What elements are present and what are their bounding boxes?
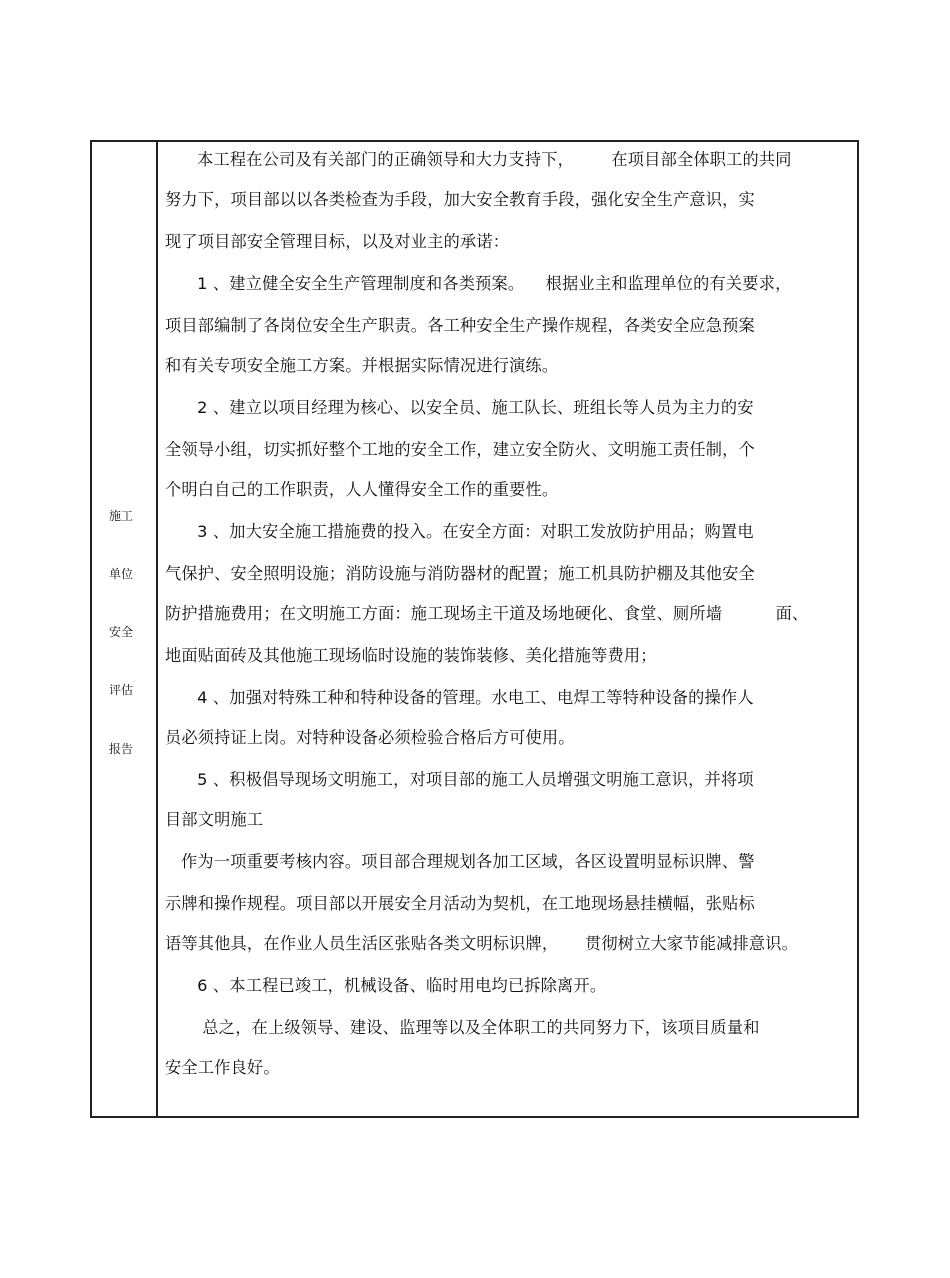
paragraph-line: 员必须持证上岗。对特种设备必须检验合格后方可使用。 bbox=[165, 728, 575, 747]
label-line: 单位 bbox=[108, 567, 133, 581]
paragraph-line: 安全工作良好。 bbox=[165, 1058, 280, 1077]
paragraph-line: 作为一项重要考核内容。项目部合理规划各加工区域，各区设置明显标识牌、警 bbox=[165, 852, 755, 871]
label-line: 安全 bbox=[108, 625, 133, 639]
paragraph-line: 1 、建立健全安全生产管理制度和各类预案。 根据业主和监理单位的有关要求， bbox=[165, 274, 792, 293]
paragraph-line: 3 、加大安全施工措施费的投入。在安全方面：对职工发放防护用品；购置电 bbox=[165, 522, 754, 541]
paragraph-line: 全领导小组，切实抓好整个工地的安全工作，建立安全防火、文明施工责任制，个 bbox=[165, 440, 755, 459]
paragraph-line: 防护措施费用；在文明施工方面：施工现场主干道及场地硬化、食堂、厕所墙 面、 bbox=[165, 604, 809, 623]
paragraph-line: 现了项目部安全管理目标，以及对业主的承诺： bbox=[165, 232, 510, 251]
label-line: 施工 bbox=[108, 509, 133, 523]
paragraph-line: 5 、积极倡导现场文明施工，对项目部的施工人员增强文明施工意识，并将项 bbox=[165, 770, 754, 789]
paragraph-line: 示牌和操作规程。项目部以开展安全月活动为契机，在工地现场悬挂横幅，张贴标 bbox=[165, 894, 755, 913]
paragraph-line: 6 、本工程已竣工，机械设备、临时用电均已拆除离开。 bbox=[165, 976, 607, 995]
paragraph-line: 地面贴面砖及其他施工现场临时设施的装饰装修、美化措施等费用； bbox=[165, 646, 657, 665]
paragraph-line: 气保护、安全照明设施；消防设施与消防器材的配置；施工机具防护棚及其他安全 bbox=[165, 564, 755, 583]
paragraph-line: 总之，在上级领导、建设、监理等以及全体职工的共同努力下，该项目质量和 bbox=[165, 1018, 760, 1037]
paragraph-line: 和有关专项安全施工方案。并根据实际情况进行演练。 bbox=[165, 356, 559, 375]
paragraph-line: 4 、加强对特殊工种和特种设备的管理。水电工、电焊工等特种设备的操作人 bbox=[165, 688, 754, 707]
paragraph-line: 目部文明施工 bbox=[165, 810, 264, 829]
label-line: 评估 bbox=[108, 683, 133, 697]
column-divider bbox=[156, 140, 158, 1118]
label-line: 报告 bbox=[108, 742, 133, 756]
paragraph-line: 2 、建立以项目经理为核心、以安全员、施工队长、班组长等人员为主力的安 bbox=[165, 398, 754, 417]
paragraph-line: 本工程在公司及有关部门的正确领导和大力支持下， 在项目部全体职工的共同 bbox=[165, 150, 792, 169]
paragraph-line: 项目部编制了各岗位安全生产职责。各工种安全生产操作规程，各类安全应急预案 bbox=[165, 316, 755, 335]
paragraph-line: 语等其他具，在作业人员生活区张贴各类文明标识牌， 贯彻树立大家节能减排意识。 bbox=[165, 934, 799, 953]
paragraph-line: 努力下，项目部以以各类检查为手段，加大安全教育手段，强化安全生产意识，实 bbox=[165, 190, 755, 209]
label-cell bbox=[92, 142, 156, 1116]
paragraph-line: 个明白自己的工作职责，人人懂得安全工作的重要性。 bbox=[165, 480, 559, 499]
